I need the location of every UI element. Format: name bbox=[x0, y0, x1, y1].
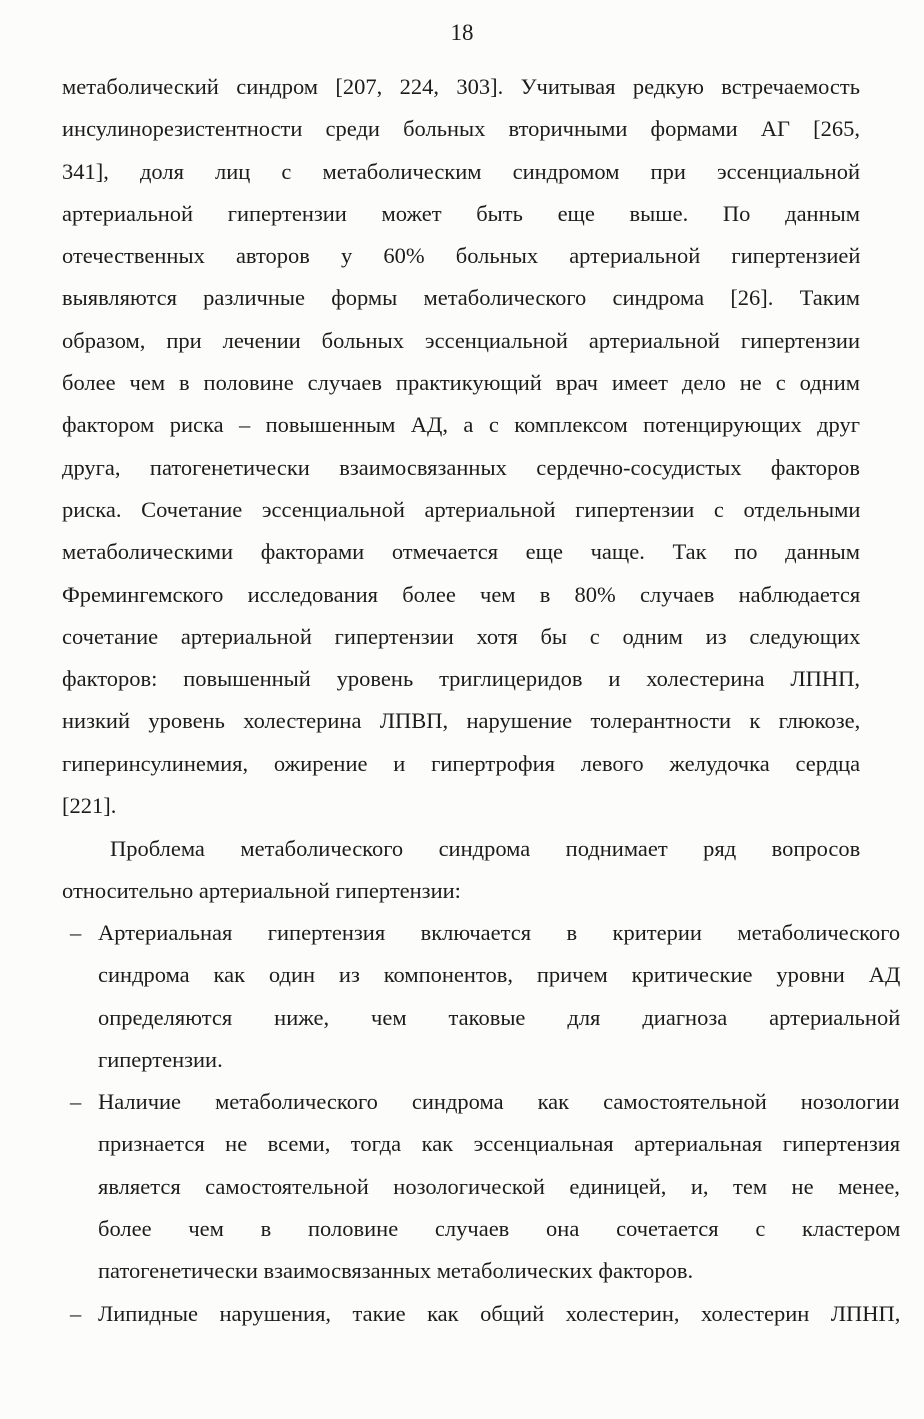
text-line: 341], доля лиц с метаболическим синдромом при эссенциальной bbox=[62, 158, 860, 184]
dash-marker: – bbox=[70, 920, 82, 945]
text-line: метаболический синдром [207, 224, 303]. Учитывая редкую встречаемость bbox=[62, 74, 860, 99]
text-line: является самостоятельной нозологической единицей, и, тем не менее, bbox=[98, 1173, 900, 1199]
page-number: 18 bbox=[450, 20, 474, 45]
text-line: синдрома как один из компонентов, причем критические уровни АД bbox=[98, 962, 901, 988]
text-line: гиперинсулинемия, ожирение и гипертрофия левого желудочка сердца bbox=[62, 750, 861, 776]
text-line: Фремингемского исследования более чем в 80% случаев наблюдается bbox=[62, 581, 861, 607]
paragraph-2 bbox=[62, 828, 860, 913]
text-line: выявляются различные формы метаболического синдрома [26]. Таким bbox=[62, 285, 860, 311]
text-line: образом, при лечении больных эссенциальной артериальной гипертензии bbox=[62, 327, 860, 353]
text-line: низкий уровень холестерина ЛПВП, нарушение толерантности к глюкозе, bbox=[62, 708, 861, 734]
paragraph-1 bbox=[62, 66, 860, 827]
text-line: фактором риска – повышенным АД, а с комплексом потенцирующих друг bbox=[62, 412, 860, 438]
text-line: сочетание артериальной гипертензии хотя бы с одним из следующих bbox=[62, 623, 861, 649]
text-line: более чем в половине случаев практикующий врач имеет дело не с одним bbox=[62, 370, 860, 396]
text-line: более чем в половине случаев она сочетается с кластером bbox=[98, 1216, 901, 1242]
text-line: отечественных авторов у 60% больных артериальной гипертензией bbox=[62, 243, 861, 269]
text-line: Проблема метаболического синдрома поднимает ряд вопросов bbox=[110, 836, 861, 861]
text-line: патогенетически взаимосвязанных метаболических факторов. bbox=[98, 1258, 694, 1284]
list-item bbox=[62, 1293, 901, 1335]
text-line: [221]. bbox=[62, 793, 117, 819]
list-item bbox=[62, 912, 901, 1081]
dash-marker: – bbox=[70, 1089, 82, 1115]
text-line: признается не всеми, тогда как эссенциальная артериальная гипертензия bbox=[98, 1131, 901, 1157]
text-line: Липидные нарушения, такие как общий холестерин, холестерин ЛПНП, bbox=[98, 1300, 901, 1326]
text-line: инсулинорезистентности среди больных вторичными формами АГ [265, bbox=[62, 116, 860, 142]
text-line: относительно артериальной гипертензии: bbox=[62, 878, 461, 904]
text-line: друга, патогенетически взаимосвязанных сердечно-сосудистых факторов bbox=[62, 454, 860, 480]
text-line: определяются ниже, чем таковые для диагноза артериальной bbox=[98, 1004, 901, 1030]
text-line: Наличие метаболического синдрома как самостоятельной нозологии bbox=[98, 1089, 900, 1115]
bullet-list bbox=[62, 912, 901, 1335]
text-line: риска. Сочетание эссенциальной артериальной гипертензии с отдельными bbox=[62, 496, 861, 522]
text-line: гипертензии. bbox=[98, 1046, 223, 1072]
text-line: артериальной гипертензии может быть еще выше. По данным bbox=[62, 200, 860, 226]
text-line: факторов: повышенный уровень триглицеридов и холестерина ЛПНП, bbox=[62, 666, 860, 692]
dash-marker: – bbox=[70, 1300, 82, 1326]
list-item bbox=[62, 1081, 901, 1292]
text-line: метаболическими факторами отмечается еще чаще. Так по данным bbox=[62, 539, 860, 565]
text-line: Артериальная гипертензия включается в критерии метаболического bbox=[98, 920, 901, 945]
